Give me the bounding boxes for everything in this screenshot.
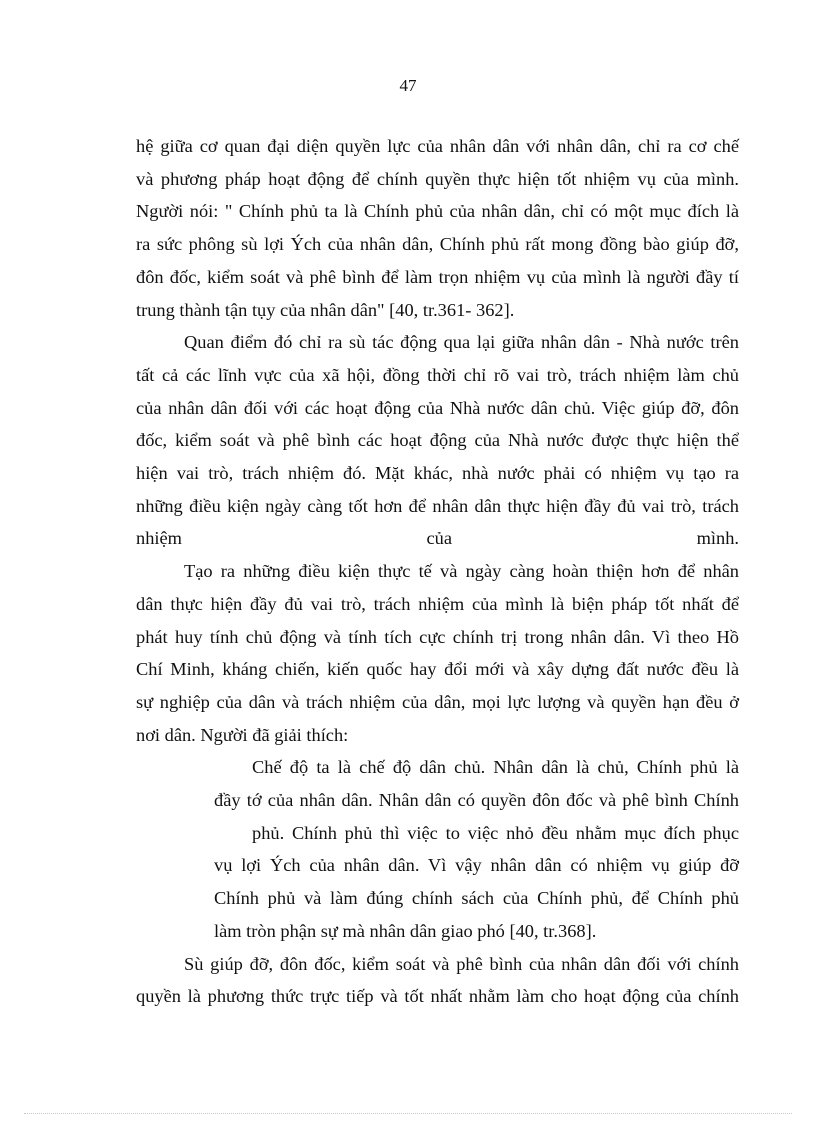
quote-line: phủ. Chính phủ thì việc to việc nhỏ đều nhằm mục đích phục	[252, 822, 739, 843]
text-line: và phương pháp hoạt động để chính quyền thực hiện tốt nhiệm vụ của mình.	[136, 168, 739, 189]
text-line: hệ giữa cơ quan đại diện quyền lực của nhân dân với nhân dân, chỉ ra cơ chế	[136, 136, 739, 156]
text-line: nhiệm của mình.	[136, 528, 739, 549]
paragraph-1	[136, 130, 739, 326]
text-line: tất cả các lĩnh vực của xã hội, đồng thời chỉ rõ vai trò, trách nhiệm làm chủ	[136, 364, 739, 385]
text-line: Người nói: " Chính phủ ta là Chính phủ của nhân dân, chỉ có một mục đích là	[136, 201, 739, 222]
text-line: sự nghiệp của dân và trách nhiệm của dân, mọi lực lượng và quyền hạn đều ở	[136, 691, 739, 712]
paragraph-2	[136, 326, 739, 555]
text-line: quyền là phương thức trực tiếp và tốt nhất nhằm làm cho hoạt động của chính	[136, 986, 739, 1007]
text-line: Chí Minh, kháng chiến, kiến quốc hay đổi mới và xây dựng đất nước đều là	[136, 659, 739, 680]
text-line: dân thực hiện đầy đủ vai trò, trách nhiệm của mình là biện pháp tốt nhất để	[136, 593, 739, 614]
quote-line: đầy tớ của nhân dân. Nhân dân có quyền đôn đốc và phê bình Chính	[214, 790, 739, 811]
page-number: 47	[399, 76, 417, 95]
text-line: của nhân dân đối với các hoạt động của Nhà nước dân chủ. Việc giúp đỡ, đôn	[136, 397, 739, 418]
text-line: Sù giúp đỡ, đôn đốc, kiểm soát và phê bình của nhân dân đối với chính	[184, 953, 739, 974]
text-line: những điều kiện ngày càng tốt hơn để nhân dân thực hiện đầy đủ vai trò, trách	[136, 495, 739, 516]
text-line: Tạo ra những điều kiện thực tế và ngày càng hoàn thiện hơn để nhân	[184, 561, 739, 582]
text-line: nơi dân. Người đã giải thích:	[136, 724, 349, 745]
text-line: đốc, kiểm soát và phê bình các hoạt động của Nhà nước được thực hiện thể	[136, 430, 739, 451]
paragraph-4	[136, 948, 739, 1013]
text-line: trung thành tận tụy của nhân dân" [40, tr.361- 362].	[136, 299, 515, 320]
quote-line: vụ lợi Ých của nhân dân. Vì vậy nhân dân có nhiệm vụ giúp đỡ	[214, 855, 739, 876]
paragraph-3	[136, 555, 739, 751]
quote-line: Chế độ ta là chế độ dân chủ. Nhân dân là chủ, Chính phủ là	[252, 757, 739, 778]
block-quote	[136, 751, 739, 947]
quote-line: làm tròn phận sự mà nhân dân giao phó [40, tr.368].	[214, 920, 597, 941]
text-line: ra sức phông sù lợi Ých của nhân dân, Chính phủ rất mong đồng bào giúp đỡ,	[136, 234, 739, 255]
text-line: hiện vai trò, trách nhiệm đó. Mặt khác, nhà nước phải có nhiệm vụ tạo ra	[136, 463, 739, 484]
document-body	[136, 130, 739, 1013]
text-line: phát huy tính chủ động và tính tích cực chính trị trong nhân dân. Vì theo Hồ	[136, 626, 739, 647]
text-line: đôn đốc, kiểm soát và phê bình để làm trọn nhiệm vụ của mình là người đầy tí	[136, 266, 739, 287]
page-bottom-divider	[24, 1113, 792, 1114]
text-line: Quan điểm đó chỉ ra sù tác động qua lại giữa nhân dân - Nhà nước trên	[184, 332, 739, 353]
quote-line: Chính phủ và làm đúng chính sách của Chính phủ, để Chính phủ	[214, 888, 739, 909]
